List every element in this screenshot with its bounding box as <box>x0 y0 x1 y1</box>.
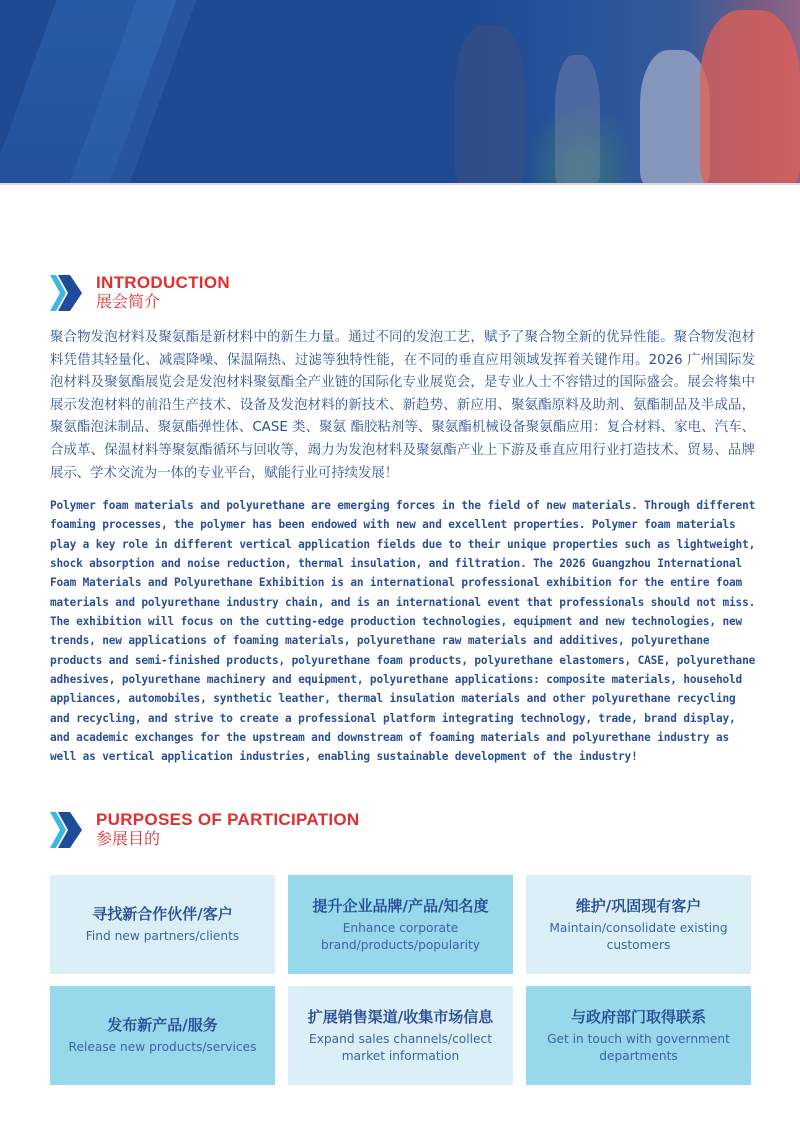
divider <box>0 183 800 185</box>
purposes-header <box>50 810 359 850</box>
introduction-paragraph-cn: 聚合物发泡材料及聚氨酯是新材料中的新生力量。通过不同的发泡工艺，赋予了聚合物全新的优异性能。聚合物发泡材料凭借其轻量化、减震降噪、保温隔热、过滤等独特性能，在不同的垂直应用领域发挥着关键作用。2026 广州国际发泡材料及聚氨酯展览会是发泡材料聚氨酯全产业链的国际化专业展览会，是专业人士不容错过的国际盛会。展会将集中展示发泡材料的前沿生产技术、设备及发泡材料的新技术、新趋势、新应用、聚氨酯原料及助剂、氨酯制品及半成品，聚氨酯泡沫制品、聚氨酯弹性体、CASE 类、聚氨 酯胶粘剂等、聚氨酯机械设备聚氨酯应用：复合材料、家电、汽车、合成革、保温材料等聚氨酯循环与回收等，竭力为发泡材料及聚氨酯产业上下游及垂直应用行业打造技术、贸易、品牌展示、学术交流为一体的专业平台，赋能行业可持续发展！ <box>50 330 755 481</box>
purpose-card <box>526 986 751 1085</box>
introduction-paragraph-en: Polymer foam materials and polyurethane are emerging forces in the field of new materials. Through different foaming processes, the polymer has been endowed with new and excellent properties. Polymer foam materials play a key role in different vertical application fields due to their unique properties such as lightweight, shock absorption and noise reduction, thermal insulation, and filtration. The 2026 Guangzhou International Foam Materials and Polyurethane Exhibition is an international professional exhibition for the entire foam materials and polyurethane industry chain, and is an international event that professionals should not miss. The exhibition will focus on the cutting-edge production technologies, equipment and new technologies, new trends, new applications of foaming materials, polyurethane raw materials and additives, polyurethane products and semi-finished products, polyurethane foam products, polyurethane elastomers, CASE, polyurethane adhesives, polyurethane machinery and equipment, polyurethane applications: composite materials, household appliances, automobiles, synthetic leather, thermal insulation materials and other polyurethane recycling and recycling, and strive to create a professional platform integrating technology, trade, brand display, and academic exchanges for the upstream and downstream of foaming materials and polyurethane industry as well as vertical application industries, enabling sustainable development of the industry! <box>50 499 756 764</box>
hero-photo-person <box>555 55 600 185</box>
hero-banner <box>0 0 800 185</box>
introduction-header <box>50 273 230 313</box>
purpose-title-cn: 寻找新合作伙伴/客户 <box>92 905 233 923</box>
purpose-title-en: Maintain/consolidate existing customers <box>549 920 728 952</box>
purpose-title-cn: 维护/巩固现有客户 <box>575 896 702 915</box>
section-title-en: PURPOSES OF PARTICIPATION <box>96 810 360 829</box>
purpose-title-en: Expand sales channels/collect market information <box>309 1031 492 1063</box>
purpose-title-cn: 提升企业品牌/产品/知名度 <box>312 896 489 915</box>
purpose-title-cn: 扩展销售渠道/收集市场信息 <box>307 1007 494 1026</box>
purpose-title-en: Release new products/services <box>68 1040 257 1054</box>
hero-photo-person <box>700 10 800 185</box>
purpose-card <box>288 875 513 974</box>
purposes-grid <box>50 875 752 1085</box>
double-chevron-right-icon <box>50 810 84 850</box>
purpose-title-cn: 发布新产品/服务 <box>107 1016 218 1034</box>
purpose-title-en: Get in touch with government departments <box>547 1031 730 1063</box>
purpose-title-en: Find new partners/clients <box>85 929 240 943</box>
purpose-title-en: Enhance corporate brand/products/popularity <box>320 920 480 952</box>
hero-photo-person <box>455 25 525 185</box>
section-title-cn: 展会简介 <box>96 292 161 311</box>
purpose-card <box>50 875 275 974</box>
purpose-card <box>288 986 513 1085</box>
purpose-card <box>50 986 275 1085</box>
purpose-card <box>526 875 751 974</box>
double-chevron-right-icon <box>50 273 84 313</box>
section-title-cn: 参展目的 <box>96 829 161 848</box>
section-title-en: INTRODUCTION <box>96 273 230 292</box>
purpose-title-cn: 与政府部门取得联系 <box>570 1007 706 1026</box>
